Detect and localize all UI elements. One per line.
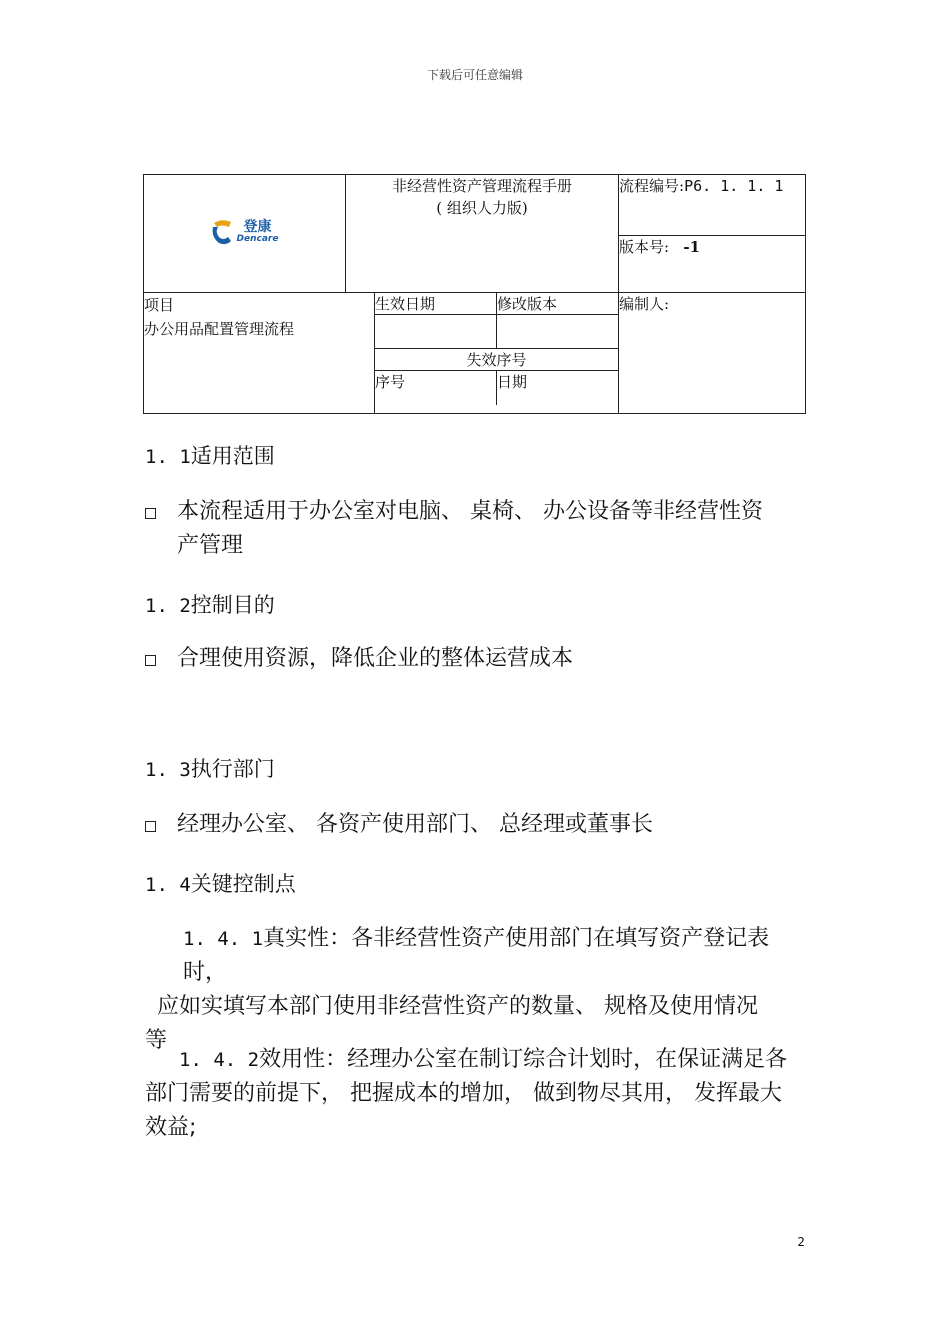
version-value: -1 bbox=[683, 238, 701, 256]
section-number: 1. 3 bbox=[145, 759, 191, 781]
paragraph-line3: 等 bbox=[145, 1028, 168, 1053]
header-note: 下载后可任意编辑 bbox=[426, 68, 523, 82]
author-cell bbox=[619, 293, 806, 414]
logo-cell bbox=[144, 175, 346, 293]
revision-grid bbox=[375, 293, 618, 405]
item-label: 项目 bbox=[144, 296, 175, 314]
revision-header: 修改版本 bbox=[497, 293, 619, 315]
effective-date-header: 生效日期 bbox=[375, 293, 497, 315]
page-number: 2 bbox=[797, 1235, 805, 1249]
section-number: 1. 2 bbox=[145, 595, 191, 617]
manual-subtitle: ( 组织人力版) bbox=[436, 199, 528, 217]
manual-title: 非经营性资产管理流程手册 bbox=[392, 177, 573, 195]
paragraph-1-4-1 bbox=[145, 922, 810, 1058]
author-label: 编制人: bbox=[619, 295, 670, 313]
section-number: 1. 1 bbox=[145, 446, 191, 468]
document-header-table bbox=[143, 174, 806, 414]
paragraph-line3: 效益; bbox=[145, 1115, 197, 1140]
paragraph-line1: 效用性：经理办公室在制订综合计划时，在保证满足各 bbox=[259, 1047, 788, 1072]
bullet-square-icon bbox=[145, 821, 156, 832]
flow-number-value: P6. 1. 1. 1 bbox=[684, 177, 784, 195]
paragraph-line2: 应如实填写本部门使用非经营性资产的数量、 规格及使用情况 bbox=[157, 994, 758, 1019]
bullet-text-line2: 产管理 bbox=[177, 533, 244, 558]
logo-text-cn: 登康 bbox=[243, 218, 272, 235]
section-1-2-title bbox=[145, 589, 275, 619]
paragraph-line1: 真实性：各非经营性资产使用部门在填写资产登记表时， bbox=[183, 926, 770, 985]
invalid-number-header: 失效序号 bbox=[375, 349, 618, 371]
paragraph-line2: 部门需要的前提下， 把握成本的增加， 做到物尽其用， 发挥最大 bbox=[145, 1081, 782, 1106]
manual-title-cell bbox=[346, 175, 619, 293]
bullet-text: 经理办公室、 各资产使用部门、 总经理或董事长 bbox=[177, 812, 653, 837]
section-1-3-title bbox=[145, 753, 275, 783]
company-logo bbox=[211, 219, 279, 245]
bullet-text-line1: 本流程适用于办公室对电脑、 桌椅、 办公设备等非经营性资 bbox=[177, 499, 763, 524]
version-label: 版本号: bbox=[619, 238, 670, 256]
item-cell bbox=[144, 293, 375, 414]
logo-text-en: Dencare bbox=[236, 233, 279, 244]
bullet-square-icon bbox=[145, 655, 156, 666]
flow-number-label: 流程编号: bbox=[619, 177, 685, 195]
paragraph-number: 1. 4. 2 bbox=[179, 1049, 260, 1071]
section-heading: 关键控制点 bbox=[190, 872, 296, 896]
bullet-square-icon bbox=[145, 508, 156, 519]
section-heading: 适用范围 bbox=[190, 444, 275, 468]
revision-grid-cell bbox=[375, 293, 619, 414]
section-heading: 执行部门 bbox=[190, 757, 275, 781]
logo-mark-icon bbox=[211, 219, 233, 245]
section-heading: 控制目的 bbox=[190, 593, 275, 617]
bullet-text: 合理使用资源，降低企业的整体运营成本 bbox=[177, 646, 574, 671]
paragraph-number: 1. 4. 1 bbox=[183, 928, 264, 950]
date-header: 日期 bbox=[497, 371, 619, 405]
sequence-header: 序号 bbox=[375, 371, 497, 405]
section-number: 1. 4 bbox=[145, 874, 191, 896]
section-1-1-bullet bbox=[145, 495, 815, 563]
section-1-3-bullet bbox=[145, 808, 815, 842]
paragraph-1-4-2 bbox=[145, 1043, 810, 1145]
revision-value bbox=[497, 315, 619, 349]
section-1-2-bullet bbox=[145, 642, 815, 676]
item-value: 办公用品配置管理流程 bbox=[144, 320, 295, 338]
effective-date-value bbox=[375, 315, 497, 349]
flow-number-cell bbox=[619, 175, 806, 236]
section-1-1-title bbox=[145, 440, 275, 470]
version-cell bbox=[619, 236, 806, 293]
section-1-4-title bbox=[145, 868, 296, 898]
